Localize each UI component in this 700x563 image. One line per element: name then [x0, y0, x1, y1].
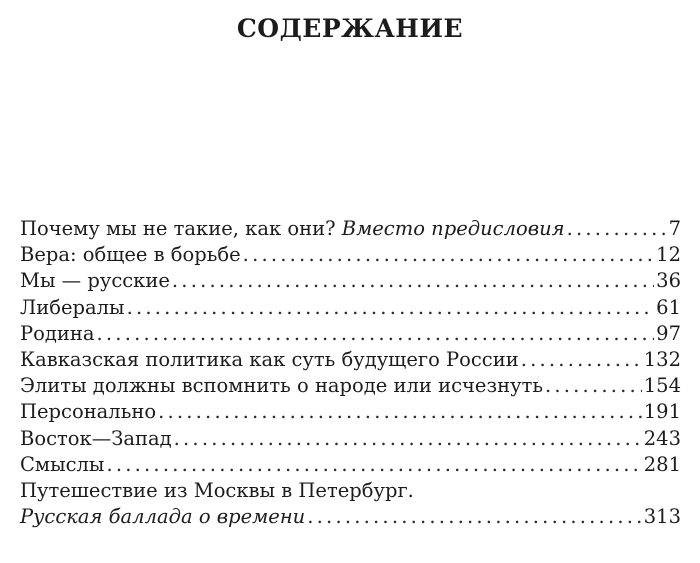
toc-entry-title: Кавказская политика как суть будущего России: [20, 347, 519, 371]
toc-entry-title: [20, 216, 565, 242]
toc-entry-page: 61: [656, 295, 681, 319]
toc-entry: [20, 242, 681, 268]
toc-entry-title: Либералы: [20, 295, 125, 319]
toc-entry-title: Родина: [20, 321, 95, 345]
toc-entry: [20, 373, 681, 399]
toc-entry: [20, 295, 681, 321]
toc-entry: [20, 504, 681, 530]
toc-entry: [20, 216, 681, 242]
toc-entry-title: Русская баллада о времени: [20, 505, 306, 529]
dot-leader: [545, 373, 642, 399]
dot-leader: [307, 504, 642, 530]
toc-entry: [20, 347, 681, 373]
toc-entry-title: Вера: общее в борьбе: [20, 243, 241, 267]
toc-entry-page: 132: [643, 347, 681, 371]
toc-entry-page: 154: [643, 374, 681, 398]
dot-leader: [97, 321, 655, 347]
toc-entry: [20, 399, 681, 425]
toc-entry-page: 97: [656, 321, 681, 345]
toc-entry: [20, 452, 681, 478]
toc-entry-page: 12: [656, 243, 681, 267]
toc-entry-title-text: Почему мы не такие, как они?: [20, 217, 342, 240]
dot-leader: [158, 399, 642, 425]
toc-entry: [20, 268, 681, 294]
toc-entry-title: Восток—Запад: [20, 426, 172, 450]
toc-entry-title: Персонально: [20, 400, 157, 424]
toc-entry-title: Смыслы: [20, 452, 105, 476]
dot-leader: [127, 295, 655, 321]
toc-entry-title: Элиты должны вспомнить о народе или исчезнуть: [20, 374, 543, 398]
dot-leader: [243, 242, 655, 268]
toc-entry-page: 281: [643, 452, 681, 476]
dot-leader: [567, 216, 667, 242]
toc-entry: [20, 321, 681, 347]
toc-entry-title: Мы — русские: [20, 269, 170, 293]
dot-leader: [521, 347, 642, 373]
table-of-contents: [20, 216, 681, 530]
toc-entry-page: 36: [656, 269, 681, 293]
toc-entry-first-line: Путешествие из Москвы в Петербург.: [20, 478, 414, 502]
toc-entry-title-italic: Вместо предисловия: [341, 217, 565, 240]
dot-leader: [174, 426, 642, 452]
toc-entry-page: 243: [643, 426, 681, 450]
toc-entry-page: 191: [643, 400, 681, 424]
page-title: СОДЕРЖАНИЕ: [236, 14, 464, 43]
toc-entry-page: 7: [668, 217, 681, 240]
dot-leader: [172, 268, 654, 294]
toc-entry: [20, 426, 681, 452]
dot-leader: [106, 452, 641, 478]
toc-entry-page: 313: [643, 505, 681, 529]
